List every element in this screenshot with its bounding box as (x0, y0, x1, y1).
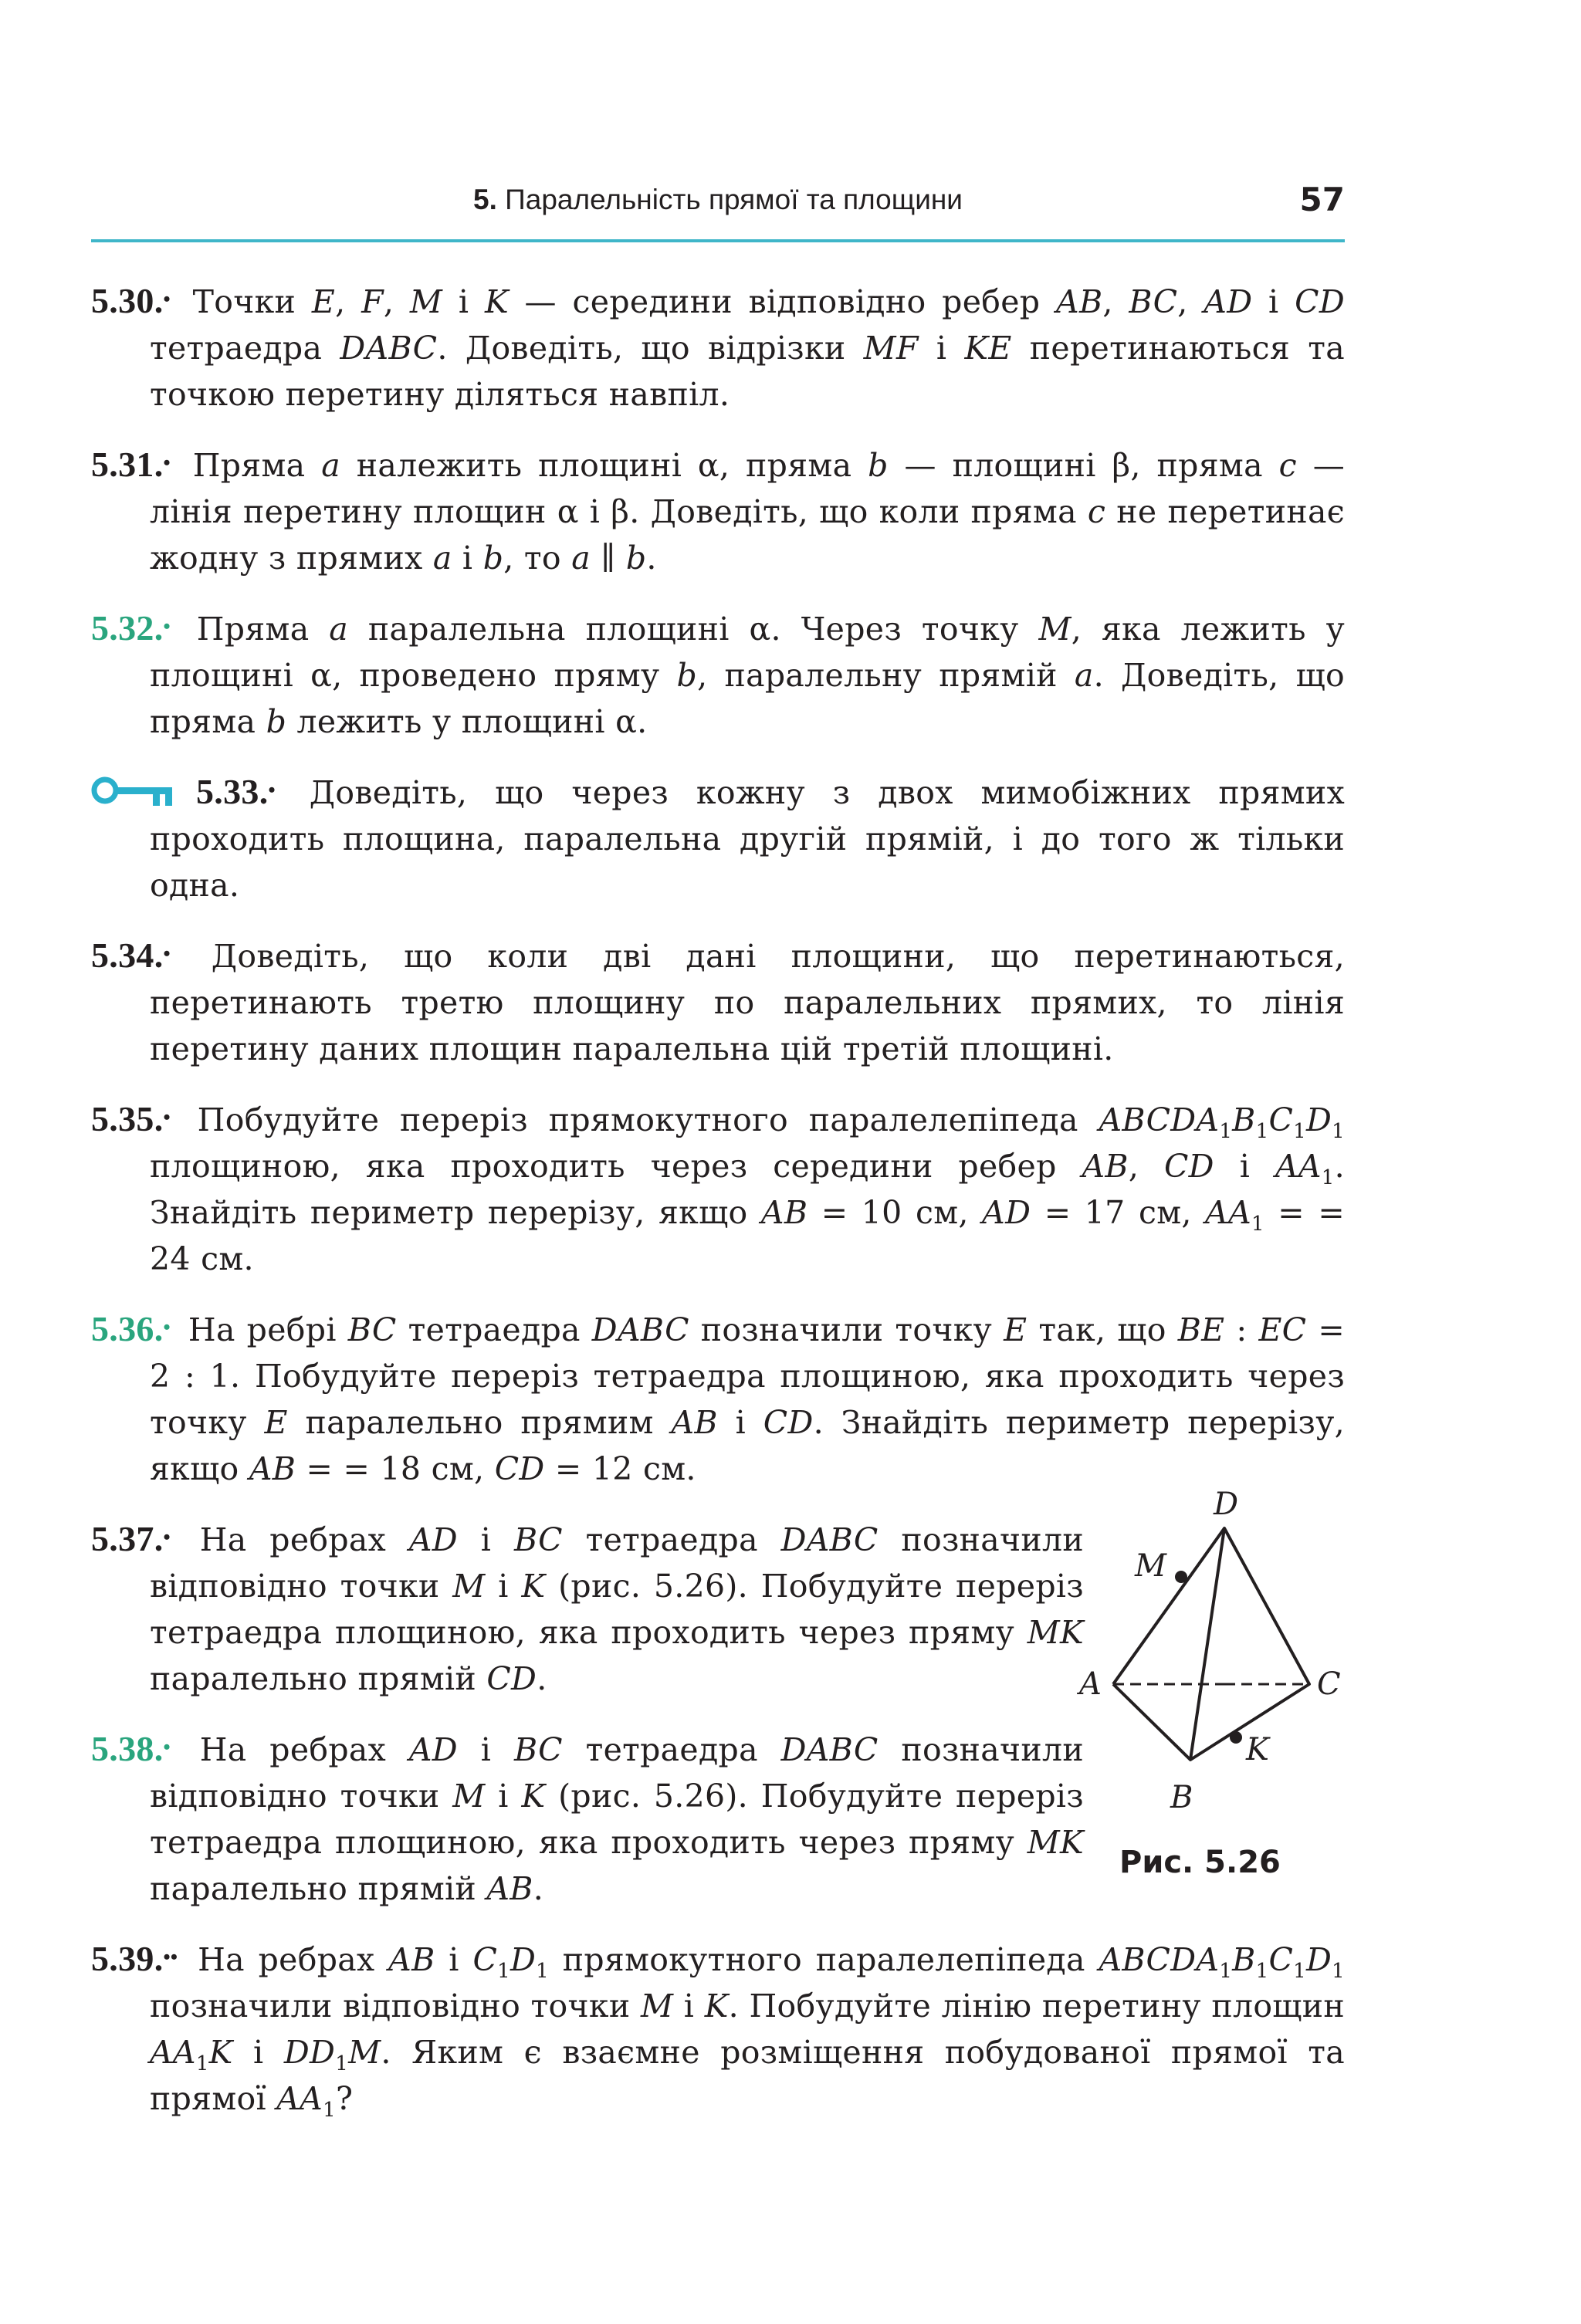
page-header (91, 182, 1345, 230)
problem-number: 5.37.• (91, 1519, 171, 1558)
problem-text: 5.37.• На ребрах AD і BC тетраедра DABC позначили відповідно точки M і K (рис. 5.26). Побудуйте переріз тетраедра площиною, яка проходить через пряму MK паралельно прямій CD. (91, 1519, 1084, 1697)
key-icon (90, 776, 179, 807)
problem-text: 5.34.• Доведіть, що коли дві дані площини, що перетинаються, перетинають третю площину по паралельних прямих, то лінія перетину даних площин паралельна цій третій площині. (91, 935, 1345, 1067)
edge-DB (1190, 1528, 1224, 1760)
problem-text: 5.32.• Пряма a паралельна площині α. Через точку M, яка лежить у площині α, проведено пряму b, паралельну прямій a. Доведіть, що пряма b лежить у площині α. (91, 608, 1345, 740)
point-M (1175, 1571, 1187, 1583)
problem-5-34 (91, 932, 1345, 1072)
chapter-title (91, 182, 1345, 218)
problem-number: 5.35.• (91, 1099, 171, 1138)
label-C: C (1317, 1666, 1341, 1702)
problem-text: 5.39.•• На ребрах AB і $C_1D_1$ прямокутного паралелепіпеда $ABCDA_1B_1C_1D_1$ позначили відповідно точки M і K. Побудуйте лінію перетину площин $AA_1K$ і $DD_1M$. Яким є взаємне розміщення побудованої прямої та прямої $AA_1$? (91, 1939, 1345, 2123)
label-B: B (1170, 1780, 1193, 1815)
problem-5-35 (91, 1096, 1345, 1282)
problem-number: 5.36.• (91, 1309, 171, 1348)
label-M: M (1135, 1548, 1166, 1584)
problem-5-32 (91, 605, 1345, 745)
page-number: 57 (1299, 181, 1345, 218)
label-K: K (1246, 1732, 1269, 1768)
problem-5-31 (91, 441, 1345, 581)
point-K (1230, 1731, 1242, 1744)
problem-number: 5.38.• (91, 1729, 171, 1768)
problem-number: 5.31.• (91, 445, 171, 484)
problem-number: 5.32.• (91, 608, 171, 648)
problem-text: 5.38.• На ребрах AD і BC тетраедра DABC позначили відповідно точки M і K (рис. 5.26). Побудуйте переріз тетраедра площиною, яка проходить через пряму MK паралельно прямій AB. (91, 1729, 1084, 1907)
problem-text: 5.30.• Точки E, F, M і K — середини відповідно ребер AB, BC, AD і CD тетраедра DABC. Доведіть, що відрізки MF і KE перетинаються та точкою перетину діляться навпіл. (91, 281, 1345, 413)
problem-text: 5.31.• Пряма a належить площині α, пряма b — площині β, пряма c — лінія перетину площин α і β. Доведіть, що коли пряма c не перетинає жодну з прямих a і b, то a ∥ b. (91, 445, 1345, 577)
header-divider (91, 239, 1345, 242)
figure-caption: Рис. 5.26 (1119, 1845, 1281, 1880)
problem-5-39 (91, 1936, 1345, 2122)
problem-text: 5.33.• Доведіть, що через кожну з двох мимобіжних прямих проходить площина, паралельна другій прямій, і до того ж тільки одна. (150, 772, 1345, 904)
chapter-title-text: Паралельність прямої та площини (505, 184, 963, 215)
chapter-number: 5. (473, 184, 497, 215)
problem-text: 5.36.• На ребрі BC тетраедра DABC позначили точку E так, що BE : EC = 2 : 1. Побудуйте переріз тетраедра площиною, яка проходить через точку E паралельно прямим AB і CD. Знайдіть периметр перерізу, якщо AB = = 18 см, CD = 12 см. (91, 1309, 1345, 1487)
problem-number: 5.39.•• (91, 1939, 178, 1978)
tetrahedron-figure (1058, 1459, 1351, 1899)
problem-5-30 (91, 278, 1345, 418)
label-A: A (1079, 1666, 1102, 1702)
problem-5-33 (91, 769, 1345, 908)
problem-number: 5.34.• (91, 935, 171, 975)
label-D: D (1214, 1487, 1239, 1522)
problem-text: 5.35.• Побудуйте переріз прямокутного паралелепіпеда $ABCDA_1B_1C_1D_1$ площиною, яка проходить через середини ребер AB, CD і $AA_1$. Знайдіть периметр перерізу, якщо AB = 10 см, AD = 17 см, $AA_1$ = = 24 см. (91, 1099, 1345, 1277)
problem-number: 5.30.• (91, 281, 171, 320)
problem-number: 5.33.• (196, 772, 276, 811)
